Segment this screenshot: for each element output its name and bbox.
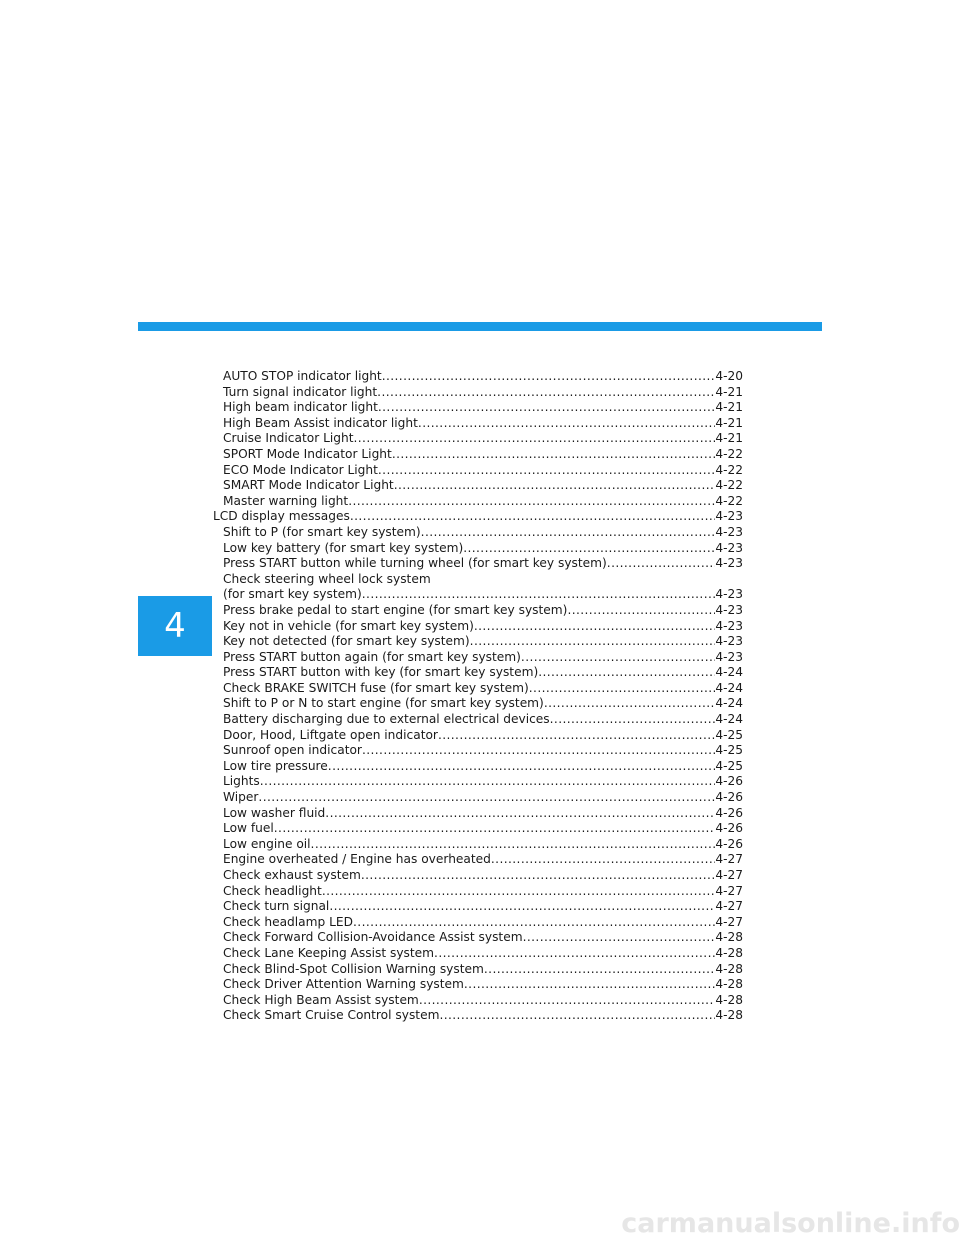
toc-entry[interactable]	[213, 868, 743, 884]
toc-entry-title: Door, Hood, Liftgate open indicator	[223, 727, 438, 742]
toc-dot-leader	[311, 837, 716, 853]
toc-page-number: 4-28	[715, 930, 743, 945]
toc-dot-leader	[529, 681, 716, 697]
toc-entry[interactable]	[213, 977, 743, 993]
toc-page-number: 4-22	[715, 493, 743, 508]
toc-entry-title: Check Driver Attention Warning system	[223, 977, 464, 992]
toc-entry[interactable]	[213, 447, 743, 463]
toc-page-number: 4-24	[715, 665, 743, 680]
toc-dot-leader	[354, 431, 716, 447]
toc-entry-title: Check turn signal	[223, 899, 330, 914]
toc-entry[interactable]	[213, 821, 743, 837]
chapter-tab	[138, 596, 212, 656]
toc-dot-leader	[607, 556, 716, 572]
toc-dot-leader	[325, 806, 715, 822]
toc-page-number: 4-25	[715, 758, 743, 773]
toc-page-number: 4-26	[715, 805, 743, 820]
toc-entry-title: Low tire pressure	[223, 758, 328, 773]
toc-entry[interactable]	[213, 463, 743, 479]
toc-entry-title: Master warning light	[223, 493, 349, 508]
toc-page-number: 4-21	[715, 400, 743, 415]
toc-entry[interactable]	[213, 852, 743, 868]
toc-entry-title: Battery discharging due to external electrical devices	[223, 712, 550, 727]
chapter-header-bar	[138, 322, 822, 331]
toc-dot-leader	[394, 478, 716, 494]
toc-dot-leader	[474, 619, 715, 635]
toc-page-number: 4-21	[715, 415, 743, 430]
toc-entry[interactable]	[213, 774, 743, 790]
toc-entry[interactable]	[213, 603, 743, 619]
toc-page-number: 4-21	[715, 431, 743, 446]
toc-dot-leader	[484, 962, 715, 978]
toc-entry-title: Engine overheated / Engine has overheated	[223, 852, 491, 867]
toc-dot-leader	[567, 603, 715, 619]
toc-entry[interactable]	[213, 712, 743, 728]
toc-page-number: 4-23	[715, 540, 743, 555]
toc-entry[interactable]	[213, 993, 743, 1009]
toc-entry-title: Low washer fluid	[223, 805, 326, 820]
toc-page-number: 4-28	[715, 1008, 743, 1023]
toc-entry-title: Key not in vehicle (for smart key system)	[223, 618, 474, 633]
toc-page-number: 4-26	[715, 836, 743, 851]
toc-page-number: 4-28	[715, 992, 743, 1007]
toc-entry-title: Check headlamp LED	[223, 914, 354, 929]
toc-entry-title: High Beam Assist indicator light	[223, 415, 418, 430]
table-of-contents	[213, 369, 743, 1024]
toc-entry[interactable]	[213, 478, 743, 494]
toc-page-number: 4-22	[715, 462, 743, 477]
toc-page-number: 4-24	[715, 712, 743, 727]
toc-entry[interactable]	[213, 494, 743, 510]
toc-dot-leader	[463, 541, 715, 557]
toc-dot-leader	[521, 650, 715, 666]
toc-entry-title: Check headlight	[223, 883, 322, 898]
toc-entry[interactable]	[213, 634, 743, 650]
toc-entry[interactable]	[213, 369, 743, 385]
toc-entry[interactable]	[213, 525, 743, 541]
watermark: carmanualsonline.info	[621, 1208, 960, 1239]
toc-page-number: 4-28	[715, 945, 743, 960]
toc-dot-leader	[329, 899, 715, 915]
toc-dot-leader	[353, 915, 715, 931]
toc-entry[interactable]	[213, 743, 743, 759]
toc-dot-leader	[382, 369, 716, 385]
toc-entry[interactable]	[213, 541, 743, 557]
toc-dot-leader	[434, 946, 715, 962]
toc-entry[interactable]	[213, 650, 743, 666]
toc-entry-title: Shift to P (for smart key system)	[223, 524, 421, 539]
toc-entry[interactable]	[213, 884, 743, 900]
toc-entry-title: Press START button with key (for smart key system)	[223, 665, 539, 680]
toc-dot-leader	[418, 416, 715, 432]
toc-entry-title: Lights	[223, 774, 260, 789]
toc-entry-title: Press START button while turning wheel (for smart key system)	[223, 556, 607, 571]
toc-entry-title: (for smart key system)	[223, 587, 362, 602]
toc-page-number: 4-27	[715, 883, 743, 898]
toc-entry[interactable]	[213, 619, 743, 635]
toc-entry[interactable]	[213, 915, 743, 931]
toc-page-number: 4-23	[715, 587, 743, 602]
toc-dot-leader	[362, 587, 716, 603]
toc-dot-leader	[538, 665, 715, 681]
toc-entry[interactable]	[213, 962, 743, 978]
toc-dot-leader	[392, 447, 716, 463]
toc-page-number: 4-24	[715, 680, 743, 695]
toc-entry[interactable]	[213, 416, 743, 432]
toc-page-number: 4-28	[715, 977, 743, 992]
toc-dot-leader	[491, 852, 715, 868]
toc-entry-title: Low key battery (for smart key system)	[223, 540, 464, 555]
toc-page-number: 4-22	[715, 478, 743, 493]
toc-dot-leader	[550, 712, 716, 728]
toc-page-number: 4-27	[715, 852, 743, 867]
toc-entry-title: Press brake pedal to start engine (for smart key system)	[223, 602, 568, 617]
toc-page-number: 4-25	[715, 727, 743, 742]
toc-entry[interactable]	[213, 400, 743, 416]
toc-page-number: 4-26	[715, 790, 743, 805]
toc-entry[interactable]	[213, 556, 743, 572]
toc-dot-leader	[464, 977, 715, 993]
toc-dot-leader	[439, 1008, 715, 1024]
toc-page-number: 4-23	[715, 602, 743, 617]
toc-page-number: 4-25	[715, 743, 743, 758]
toc-entry[interactable]	[213, 1008, 743, 1024]
toc-entry[interactable]	[213, 681, 743, 697]
toc-page-number: 4-23	[715, 524, 743, 539]
toc-dot-leader	[544, 696, 716, 712]
toc-entry-title: High beam indicator light	[223, 400, 378, 415]
toc-entry-line[interactable]: Check steering wheel lock system	[223, 571, 431, 586]
toc-entry-title: SMART Mode Indicator Light	[223, 478, 394, 493]
toc-entry-title: Check High Beam Assist system	[223, 992, 419, 1007]
toc-entry[interactable]	[213, 665, 743, 681]
toc-dot-leader	[378, 400, 715, 416]
toc-dot-leader	[258, 790, 715, 806]
toc-page-number: 4-26	[715, 821, 743, 836]
toc-entry-title: Wiper	[223, 790, 259, 805]
toc-entry[interactable]	[213, 790, 743, 806]
toc-dot-leader	[419, 993, 716, 1009]
toc-dot-leader	[260, 774, 716, 790]
toc-entry-title: Check BRAKE SWITCH fuse (for smart key system)	[223, 680, 529, 695]
toc-entry-title: Low fuel	[223, 821, 274, 836]
toc-dot-leader	[362, 743, 715, 759]
toc-page-number: 4-27	[715, 868, 743, 882]
toc-dot-leader	[377, 385, 715, 401]
toc-dot-leader	[470, 634, 716, 650]
toc-entry-title: Key not detected (for smart key system)	[223, 634, 470, 649]
toc-entry-title: Check exhaust system	[223, 868, 361, 882]
toc-page-number: 4-26	[715, 774, 743, 789]
toc-dot-leader	[421, 525, 716, 541]
toc-entry[interactable]	[213, 806, 743, 822]
toc-dot-leader	[328, 759, 716, 775]
toc-page-number: 4-20	[715, 369, 743, 383]
toc-dot-leader	[274, 821, 716, 837]
toc-page-number: 4-23	[715, 634, 743, 649]
toc-entry-title: AUTO STOP indicator light	[223, 369, 382, 383]
toc-page-number: 4-27	[715, 899, 743, 914]
toc-dot-leader	[523, 930, 716, 946]
toc-dot-leader	[361, 868, 715, 884]
toc-entry[interactable]	[213, 431, 743, 447]
toc-entry[interactable]	[213, 899, 743, 915]
toc-entry-title: Check Lane Keeping Assist system	[223, 945, 435, 960]
toc-page-number: 4-23	[715, 649, 743, 664]
toc-entry[interactable]	[213, 696, 743, 712]
toc-entry-title: Check Forward Collision-Avoidance Assist system	[223, 930, 523, 945]
toc-entry[interactable]	[213, 946, 743, 962]
toc-page-number: 4-23	[715, 509, 743, 524]
toc-page-number: 4-24	[715, 696, 743, 711]
toc-dot-leader	[350, 509, 715, 525]
toc-entry[interactable]	[213, 385, 743, 401]
toc-page-number: 4-22	[715, 446, 743, 461]
toc-entry-title: ECO Mode Indicator Light	[223, 462, 378, 477]
toc-entry-title: Cruise Indicator Light	[223, 431, 354, 446]
toc-entry-title: LCD display messages	[213, 509, 350, 524]
toc-entry-title: Low engine oil	[223, 836, 311, 851]
toc-entry-title: Sunroof open indicator	[223, 743, 362, 758]
toc-dot-leader	[378, 463, 715, 479]
toc-section-entry[interactable]	[213, 509, 743, 525]
toc-page-number: 4-27	[715, 914, 743, 929]
toc-dot-leader	[438, 728, 715, 744]
toc-page-number: 4-28	[715, 961, 743, 976]
toc-entry-title: Check Blind-Spot Collision Warning system	[223, 961, 484, 976]
toc-entry[interactable]	[213, 728, 743, 744]
toc-page-number: 4-23	[715, 556, 743, 571]
toc-entry[interactable]	[213, 759, 743, 775]
toc-dot-leader	[348, 494, 715, 510]
toc-entry[interactable]	[213, 837, 743, 853]
toc-page-number: 4-21	[715, 384, 743, 399]
toc-entry-title: Shift to P or N to start engine (for smart key system)	[223, 696, 544, 711]
toc-entry-title: Turn signal indicator light	[223, 384, 378, 399]
toc-page-number: 4-23	[715, 618, 743, 633]
toc-dot-leader	[322, 884, 716, 900]
toc-entry[interactable]	[213, 587, 743, 603]
toc-entry-title: SPORT Mode Indicator Light	[223, 446, 392, 461]
toc-entry-title: Press START button again (for smart key system)	[223, 649, 521, 664]
chapter-number: 4	[164, 606, 186, 646]
toc-entry[interactable]	[213, 930, 743, 946]
toc-entry-title: Check Smart Cruise Control system	[223, 1008, 440, 1023]
